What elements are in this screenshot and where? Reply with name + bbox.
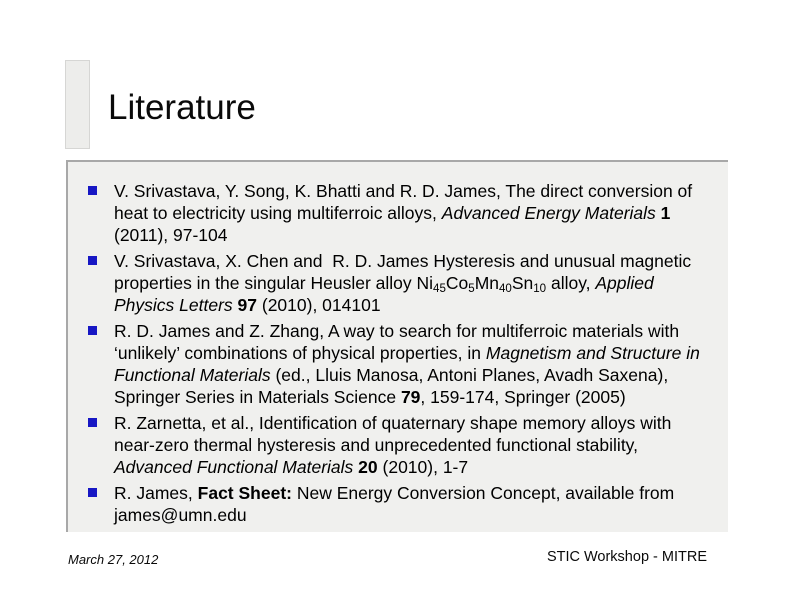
footer-date: March 27, 2012 <box>68 552 159 567</box>
reference-text: V. Srivastava, X. Chen and R. D. James Hysteresis and unusual magnetic properties in the singular Heusler alloy Ni45Co5Mn40Sn10 alloy, Applied Physics Letters 97 (2010), 014101 <box>114 251 697 315</box>
references-list <box>68 162 728 526</box>
title-accent-bar <box>65 60 90 149</box>
bullet-square-icon <box>88 186 97 195</box>
page-title: Literature <box>108 88 256 127</box>
bullet-square-icon <box>88 488 97 497</box>
references-panel <box>66 160 728 532</box>
reference-item <box>88 412 714 478</box>
reference-item <box>88 320 714 408</box>
reference-text: R. Zarnetta, et al., Identification of quaternary shape memory alloys with near-zero thermal hysteresis and unprecedented functional stability, Advanced Functional Materials 20 (2010), 1-7 <box>114 413 677 477</box>
reference-item <box>88 250 714 316</box>
reference-text: R. James, Fact Sheet: New Energy Conversion Concept, available from james@umn.edu <box>114 483 680 525</box>
bullet-square-icon <box>88 326 97 335</box>
reference-item <box>88 482 714 526</box>
footer-event: STIC Workshop - MITRE <box>546 549 707 565</box>
reference-text: R. D. James and Z. Zhang, A way to search for multiferroic materials with ‘unlikely’ combinations of physical properties, in Magnetism and Structure in Functional Materials (ed., Lluis Manosa, Antoni Planes, Avadh Saxena), Springer Series in Materials Science 79, 159-174, Springer (2005) <box>114 321 705 407</box>
bullet-square-icon <box>88 256 97 265</box>
reference-item <box>88 180 714 246</box>
bullet-square-icon <box>88 418 97 427</box>
reference-text: V. Srivastava, Y. Song, K. Bhatti and R. D. James, The direct conversion of heat to electricity using multiferroic alloys, Advanced Energy Materials 1 (2011), 97-104 <box>114 181 698 245</box>
